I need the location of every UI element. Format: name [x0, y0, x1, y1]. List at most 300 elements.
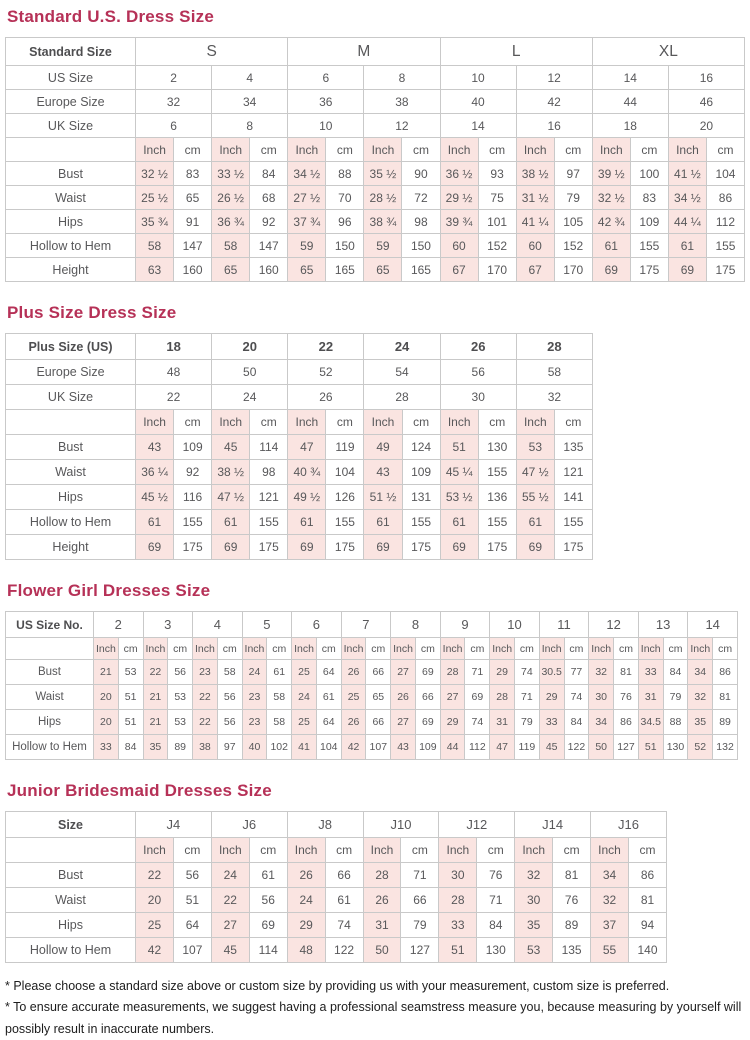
- cm-value-cell: 89: [168, 735, 193, 760]
- cm-value-cell: 61: [316, 685, 341, 710]
- inch-value-cell: 29: [440, 710, 465, 735]
- row-label: UK Size: [6, 114, 136, 138]
- size-cell: 46: [668, 90, 744, 114]
- inch-value-cell: 20: [136, 888, 174, 913]
- inch-value-cell: 25 ½: [136, 186, 174, 210]
- unit-inch-cell: Inch: [288, 410, 326, 435]
- cm-value-cell: 65: [174, 186, 212, 210]
- cm-value-cell: 155: [630, 234, 668, 258]
- size-cell: 8: [212, 114, 288, 138]
- inch-value-cell: 39 ½: [592, 162, 630, 186]
- unit-cm-cell: cm: [401, 838, 439, 863]
- plus-size-table: [5, 333, 593, 560]
- cm-value-cell: 112: [706, 210, 744, 234]
- inch-value-cell: 59: [288, 234, 326, 258]
- cm-value-cell: 58: [267, 685, 292, 710]
- size-cell: 40: [440, 90, 516, 114]
- cm-value-cell: 69: [415, 660, 440, 685]
- cm-value-cell: 66: [325, 863, 363, 888]
- inch-value-cell: 32 ½: [592, 186, 630, 210]
- cm-value-cell: 119: [515, 735, 540, 760]
- inch-value-cell: 22: [193, 685, 218, 710]
- inch-value-cell: 35 ¾: [136, 210, 174, 234]
- inch-value-cell: 61: [516, 510, 554, 535]
- row-label-empty: [6, 410, 136, 435]
- row-label: Height: [6, 258, 136, 282]
- cm-value-cell: 81: [713, 685, 738, 710]
- row-label: Hollow to Hem: [6, 510, 136, 535]
- inch-value-cell: 53: [516, 435, 554, 460]
- cm-value-cell: 98: [402, 210, 440, 234]
- cm-value-cell: 97: [217, 735, 242, 760]
- inch-value-cell: 51 ½: [364, 485, 402, 510]
- size-cell: 14: [592, 66, 668, 90]
- unit-inch-cell: Inch: [490, 638, 515, 660]
- inch-value-cell: 33 ½: [212, 162, 250, 186]
- cm-value-cell: 64: [173, 913, 211, 938]
- size-cell: 6: [136, 114, 212, 138]
- cm-value-cell: 79: [515, 710, 540, 735]
- inch-value-cell: 38 ½: [516, 162, 554, 186]
- inch-value-cell: 26 ½: [212, 186, 250, 210]
- unit-cm-cell: cm: [168, 638, 193, 660]
- size-cell: 54: [364, 360, 440, 385]
- inch-value-cell: 59: [364, 234, 402, 258]
- inch-value-cell: 25: [341, 685, 366, 710]
- inch-value-cell: 38 ¾: [364, 210, 402, 234]
- cm-value-cell: 170: [554, 258, 592, 282]
- inch-value-cell: 30: [589, 685, 614, 710]
- unit-cm-cell: cm: [478, 410, 516, 435]
- size-header-cell: 2: [94, 612, 144, 638]
- inch-value-cell: 47 ½: [212, 485, 250, 510]
- row-label: Hollow to Hem: [6, 938, 136, 963]
- inch-value-cell: 61: [440, 510, 478, 535]
- size-cell: 44: [592, 90, 668, 114]
- unit-inch-cell: Inch: [94, 638, 119, 660]
- row-label: UK Size: [6, 385, 136, 410]
- cm-value-cell: 116: [174, 485, 212, 510]
- cm-value-cell: 175: [706, 258, 744, 282]
- size-cell: 10: [440, 66, 516, 90]
- inch-value-cell: 22: [193, 710, 218, 735]
- row-label: Waist: [6, 888, 136, 913]
- footnote-seamstress: * To ensure accurate measurements, we suggest having a professional seamstress measure you, because measuring by yourself will possibly result in inaccurate numbers.: [5, 1000, 742, 1036]
- size-chart-page: [5, 7, 745, 963]
- row-label: Bust: [6, 660, 94, 685]
- inch-value-cell: 32: [591, 888, 629, 913]
- size-cell: 12: [516, 66, 592, 90]
- cm-value-cell: 97: [554, 162, 592, 186]
- row-label: Bust: [6, 162, 136, 186]
- cm-value-cell: 90: [402, 162, 440, 186]
- unit-inch-cell: Inch: [440, 410, 478, 435]
- inch-value-cell: 28: [440, 660, 465, 685]
- size-header-cell: 7: [341, 612, 391, 638]
- size-table-section-plus: [5, 303, 745, 560]
- unit-cm-cell: cm: [713, 638, 738, 660]
- inch-value-cell: 53: [515, 938, 553, 963]
- inch-value-cell: 22: [143, 660, 168, 685]
- inch-value-cell: 69: [136, 535, 174, 560]
- inch-value-cell: 24: [242, 660, 267, 685]
- inch-value-cell: 55 ½: [516, 485, 554, 510]
- cm-value-cell: 152: [478, 234, 516, 258]
- size-header-cell: 26: [440, 334, 516, 360]
- cm-value-cell: 69: [465, 685, 490, 710]
- cm-value-cell: 74: [515, 660, 540, 685]
- cm-value-cell: 84: [477, 913, 515, 938]
- unit-inch-cell: Inch: [242, 638, 267, 660]
- unit-inch-cell: Inch: [391, 638, 416, 660]
- cm-value-cell: 94: [628, 913, 666, 938]
- inch-value-cell: 61: [288, 510, 326, 535]
- unit-cm-cell: cm: [402, 410, 440, 435]
- cm-value-cell: 109: [630, 210, 668, 234]
- size-cell: 58: [516, 360, 592, 385]
- cm-value-cell: 83: [174, 162, 212, 186]
- inch-value-cell: 27 ½: [288, 186, 326, 210]
- cm-value-cell: 84: [564, 710, 589, 735]
- inch-value-cell: 31: [638, 685, 663, 710]
- inch-value-cell: 65: [364, 258, 402, 282]
- unit-cm-cell: cm: [174, 410, 212, 435]
- inch-value-cell: 30.5: [539, 660, 564, 685]
- inch-value-cell: 69: [364, 535, 402, 560]
- inch-value-cell: 28: [363, 863, 401, 888]
- inch-value-cell: 40 ¾: [288, 460, 326, 485]
- unit-inch-cell: Inch: [364, 410, 402, 435]
- inch-value-cell: 31: [490, 710, 515, 735]
- unit-cm-cell: cm: [249, 838, 287, 863]
- cm-value-cell: 155: [326, 510, 364, 535]
- inch-value-cell: 28: [490, 685, 515, 710]
- standard-size-table: [5, 37, 745, 282]
- inch-value-cell: 24: [211, 863, 249, 888]
- inch-value-cell: 29: [539, 685, 564, 710]
- cm-value-cell: 175: [250, 535, 288, 560]
- unit-cm-cell: cm: [326, 410, 364, 435]
- inch-value-cell: 47: [490, 735, 515, 760]
- inch-value-cell: 61: [364, 510, 402, 535]
- inch-value-cell: 50: [363, 938, 401, 963]
- cm-value-cell: 155: [478, 510, 516, 535]
- size-cell: 26: [288, 385, 364, 410]
- cm-value-cell: 51: [173, 888, 211, 913]
- size-header-cell: 22: [288, 334, 364, 360]
- inch-value-cell: 51: [440, 435, 478, 460]
- cm-value-cell: 71: [477, 888, 515, 913]
- unit-cm-cell: cm: [415, 638, 440, 660]
- inch-value-cell: 35: [688, 710, 713, 735]
- cm-value-cell: 175: [326, 535, 364, 560]
- unit-inch-cell: Inch: [136, 838, 174, 863]
- row-label: Hips: [6, 913, 136, 938]
- inch-value-cell: 69: [212, 535, 250, 560]
- inch-value-cell: 23: [193, 660, 218, 685]
- unit-inch-cell: Inch: [143, 638, 168, 660]
- cm-value-cell: 124: [402, 435, 440, 460]
- inch-value-cell: 58: [136, 234, 174, 258]
- inch-value-cell: 42: [341, 735, 366, 760]
- size-header-cell: S: [136, 38, 288, 66]
- cm-value-cell: 175: [402, 535, 440, 560]
- inch-value-cell: 21: [94, 660, 119, 685]
- inch-value-cell: 26: [363, 888, 401, 913]
- inch-value-cell: 35: [515, 913, 553, 938]
- inch-value-cell: 42: [136, 938, 174, 963]
- inch-value-cell: 69: [288, 535, 326, 560]
- cm-value-cell: 135: [553, 938, 591, 963]
- inch-value-cell: 38: [193, 735, 218, 760]
- inch-value-cell: 26: [287, 863, 325, 888]
- cm-value-cell: 86: [706, 186, 744, 210]
- section-title-junior: Junior Bridesmaid Dresses Size: [7, 781, 272, 800]
- inch-value-cell: 41 ½: [668, 162, 706, 186]
- cm-value-cell: 72: [402, 186, 440, 210]
- inch-value-cell: 45: [539, 735, 564, 760]
- unit-inch-cell: Inch: [440, 638, 465, 660]
- size-cell: 32: [136, 90, 212, 114]
- inch-value-cell: 41: [292, 735, 317, 760]
- inch-value-cell: 23: [242, 710, 267, 735]
- size-header-cell: J12: [439, 812, 515, 838]
- cm-value-cell: 91: [174, 210, 212, 234]
- unit-cm-cell: cm: [628, 838, 666, 863]
- inch-value-cell: 39 ¾: [440, 210, 478, 234]
- cm-value-cell: 127: [614, 735, 639, 760]
- size-cell: 30: [440, 385, 516, 410]
- cm-value-cell: 140: [628, 938, 666, 963]
- footnotes: [5, 976, 747, 1040]
- unit-cm-cell: cm: [250, 138, 288, 162]
- cm-value-cell: 112: [465, 735, 490, 760]
- size-header-cell: J16: [591, 812, 667, 838]
- inch-value-cell: 26: [341, 710, 366, 735]
- inch-value-cell: 24: [292, 685, 317, 710]
- row-label: Waist: [6, 460, 136, 485]
- cm-value-cell: 109: [415, 735, 440, 760]
- unit-cm-cell: cm: [630, 138, 668, 162]
- cm-value-cell: 89: [713, 710, 738, 735]
- unit-inch-cell: Inch: [592, 138, 630, 162]
- inch-value-cell: 31: [363, 913, 401, 938]
- cm-value-cell: 71: [515, 685, 540, 710]
- unit-cm-cell: cm: [325, 838, 363, 863]
- inch-value-cell: 22: [211, 888, 249, 913]
- cm-value-cell: 81: [553, 863, 591, 888]
- inch-value-cell: 37 ¾: [288, 210, 326, 234]
- cm-value-cell: 71: [465, 660, 490, 685]
- cm-value-cell: 155: [478, 460, 516, 485]
- size-cell: 4: [212, 66, 288, 90]
- size-cell: 38: [364, 90, 440, 114]
- flower-size-table: [5, 611, 738, 760]
- cm-value-cell: 56: [173, 863, 211, 888]
- unit-inch-cell: Inch: [292, 638, 317, 660]
- size-header-cell: 3: [143, 612, 193, 638]
- size-header-cell: 14: [688, 612, 738, 638]
- cm-value-cell: 105: [554, 210, 592, 234]
- inch-value-cell: 41 ¼: [516, 210, 554, 234]
- inch-value-cell: 63: [136, 258, 174, 282]
- unit-cm-cell: cm: [366, 638, 391, 660]
- inch-value-cell: 20: [94, 685, 119, 710]
- cm-value-cell: 155: [174, 510, 212, 535]
- size-header-cell: 6: [292, 612, 342, 638]
- unit-cm-cell: cm: [554, 410, 592, 435]
- inch-value-cell: 30: [439, 863, 477, 888]
- unit-cm-cell: cm: [250, 410, 288, 435]
- inch-value-cell: 60: [440, 234, 478, 258]
- row-label: US Size: [6, 66, 136, 90]
- cm-value-cell: 81: [614, 660, 639, 685]
- inch-value-cell: 51: [638, 735, 663, 760]
- cm-value-cell: 141: [554, 485, 592, 510]
- unit-inch-cell: Inch: [516, 410, 554, 435]
- size-cell: 24: [212, 385, 288, 410]
- size-cell: 18: [592, 114, 668, 138]
- size-cell: 32: [516, 385, 592, 410]
- inch-value-cell: 26: [391, 685, 416, 710]
- inch-value-cell: 37: [591, 913, 629, 938]
- inch-value-cell: 25: [292, 710, 317, 735]
- size-cell: 56: [440, 360, 516, 385]
- cm-value-cell: 121: [250, 485, 288, 510]
- cm-value-cell: 130: [663, 735, 688, 760]
- inch-value-cell: 43: [391, 735, 416, 760]
- size-cell: 42: [516, 90, 592, 114]
- inch-value-cell: 44 ¼: [668, 210, 706, 234]
- inch-value-cell: 43: [364, 460, 402, 485]
- inch-value-cell: 27: [211, 913, 249, 938]
- cm-value-cell: 155: [554, 510, 592, 535]
- size-header-cell: J10: [363, 812, 439, 838]
- inch-value-cell: 61: [136, 510, 174, 535]
- inch-value-cell: 69: [668, 258, 706, 282]
- cm-value-cell: 68: [250, 186, 288, 210]
- cm-value-cell: 83: [630, 186, 668, 210]
- cm-value-cell: 160: [250, 258, 288, 282]
- size-header-cell: 9: [440, 612, 490, 638]
- cm-value-cell: 84: [118, 735, 143, 760]
- row-label: Hips: [6, 210, 136, 234]
- unit-inch-cell: Inch: [364, 138, 402, 162]
- row-label: Europe Size: [6, 90, 136, 114]
- unit-cm-cell: cm: [402, 138, 440, 162]
- cm-value-cell: 74: [564, 685, 589, 710]
- inch-value-cell: 27: [391, 660, 416, 685]
- inch-value-cell: 44: [440, 735, 465, 760]
- cm-value-cell: 175: [174, 535, 212, 560]
- cm-value-cell: 155: [250, 510, 288, 535]
- inch-value-cell: 49: [364, 435, 402, 460]
- unit-inch-cell: Inch: [136, 410, 174, 435]
- unit-cm-cell: cm: [515, 638, 540, 660]
- size-cell: 14: [440, 114, 516, 138]
- unit-cm-cell: cm: [326, 138, 364, 162]
- cm-value-cell: 66: [366, 660, 391, 685]
- corner-label: Size: [6, 812, 136, 838]
- unit-inch-cell: Inch: [515, 838, 553, 863]
- inch-value-cell: 67: [516, 258, 554, 282]
- cm-value-cell: 109: [402, 460, 440, 485]
- cm-value-cell: 101: [478, 210, 516, 234]
- size-header-cell: 11: [539, 612, 589, 638]
- cm-value-cell: 104: [316, 735, 341, 760]
- row-label: Hips: [6, 710, 94, 735]
- inch-value-cell: 67: [440, 258, 478, 282]
- cm-value-cell: 175: [554, 535, 592, 560]
- row-label: Bust: [6, 863, 136, 888]
- unit-inch-cell: Inch: [591, 838, 629, 863]
- cm-value-cell: 61: [267, 660, 292, 685]
- unit-inch-cell: Inch: [212, 138, 250, 162]
- unit-inch-cell: Inch: [439, 838, 477, 863]
- inch-value-cell: 65: [212, 258, 250, 282]
- unit-cm-cell: cm: [614, 638, 639, 660]
- inch-value-cell: 29: [490, 660, 515, 685]
- row-label: Hollow to Hem: [6, 234, 136, 258]
- inch-value-cell: 45 ½: [136, 485, 174, 510]
- inch-value-cell: 69: [592, 258, 630, 282]
- cm-value-cell: 74: [325, 913, 363, 938]
- unit-cm-cell: cm: [217, 638, 242, 660]
- inch-value-cell: 22: [136, 863, 174, 888]
- size-header-cell: J4: [136, 812, 212, 838]
- unit-inch-cell: Inch: [287, 838, 325, 863]
- cm-value-cell: 114: [250, 435, 288, 460]
- cm-value-cell: 74: [465, 710, 490, 735]
- cm-value-cell: 88: [663, 710, 688, 735]
- size-table-section-flower: [5, 581, 745, 760]
- size-cell: 16: [516, 114, 592, 138]
- inch-value-cell: 24: [287, 888, 325, 913]
- cm-value-cell: 92: [250, 210, 288, 234]
- inch-value-cell: 52: [688, 735, 713, 760]
- cm-value-cell: 79: [401, 913, 439, 938]
- cm-value-cell: 58: [267, 710, 292, 735]
- size-cell: 28: [364, 385, 440, 410]
- inch-value-cell: 35 ½: [364, 162, 402, 186]
- row-label-empty: [6, 638, 94, 660]
- inch-value-cell: 20: [94, 710, 119, 735]
- size-cell: 8: [364, 66, 440, 90]
- inch-value-cell: 34: [688, 660, 713, 685]
- unit-inch-cell: Inch: [193, 638, 218, 660]
- row-label: Waist: [6, 186, 136, 210]
- cm-value-cell: 86: [713, 660, 738, 685]
- cm-value-cell: 100: [630, 162, 668, 186]
- inch-value-cell: 26: [341, 660, 366, 685]
- size-header-cell: 12: [589, 612, 639, 638]
- row-label-empty: [6, 838, 136, 863]
- cm-value-cell: 165: [402, 258, 440, 282]
- unit-cm-cell: cm: [553, 838, 591, 863]
- inch-value-cell: 50: [589, 735, 614, 760]
- corner-label: Standard Size: [6, 38, 136, 66]
- inch-value-cell: 32: [515, 863, 553, 888]
- size-header-cell: J14: [515, 812, 591, 838]
- unit-inch-cell: Inch: [211, 838, 249, 863]
- cm-value-cell: 84: [250, 162, 288, 186]
- inch-value-cell: 65: [288, 258, 326, 282]
- inch-value-cell: 34: [591, 863, 629, 888]
- inch-value-cell: 27: [391, 710, 416, 735]
- cm-value-cell: 98: [250, 460, 288, 485]
- inch-value-cell: 25: [136, 913, 174, 938]
- inch-value-cell: 36 ½: [440, 162, 478, 186]
